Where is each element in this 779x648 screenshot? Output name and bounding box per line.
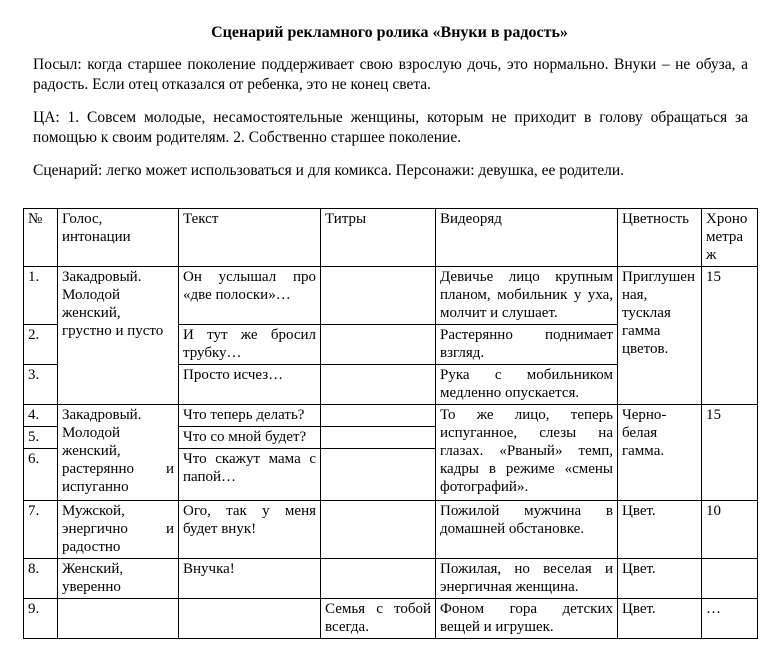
table-row: [24, 559, 758, 599]
cell-voice: Закадровый. Молодой женский, растерянно и испуганно: [58, 405, 179, 501]
cell-timing: [702, 559, 758, 599]
cell-text: [179, 599, 321, 639]
cell-text: Что скажут мама с папой…: [179, 449, 321, 501]
cell-video: Фоном гора детских вещей и игрушек.: [436, 599, 618, 639]
cell-titles: [321, 427, 436, 449]
cell-video: То же лицо, теперь испуганное, слезы на глазах. «Рваный» темп, кадры в режиме «смены фотографий».: [436, 405, 618, 501]
cell-num: 2.: [24, 325, 58, 365]
col-header-color: Цветность: [618, 209, 702, 267]
cell-text: Просто исчез…: [179, 365, 321, 405]
cell-color: Цвет.: [618, 501, 702, 559]
page-title: Сценарий рекламного ролика «Внуки в радость»: [211, 24, 568, 41]
cell-color: Цвет.: [618, 559, 702, 599]
col-header-voice: Голос, интонации: [58, 209, 179, 267]
table-row: [24, 599, 758, 639]
cell-num: 8.: [24, 559, 58, 599]
cell-voice: Закадровый. Молодой женский, грустно и пусто: [58, 267, 179, 405]
col-header-timing: Хронометраж: [702, 209, 758, 267]
cell-video: Растерянно поднимает взгляд.: [436, 325, 618, 365]
cell-timing: …: [702, 599, 758, 639]
cell-video: Пожилой мужчина в домашней обстановке.: [436, 501, 618, 559]
cell-num: 9.: [24, 599, 58, 639]
cell-video: Рука с мобильником медленно опускается.: [436, 365, 618, 405]
cell-titles: [321, 501, 436, 559]
cell-voice: Мужской, энергично и радостно: [58, 501, 179, 559]
paragraph-audience: ЦА: 1. Совсем молодые, несамостоятельные женщины, которым не приходит в голову обращаться за помощью к своим родителям. 2. Собственно старшее поколение.: [33, 109, 748, 146]
cell-num: 1.: [24, 267, 58, 325]
cell-num: 7.: [24, 501, 58, 559]
scenario-table: [23, 208, 758, 639]
cell-text: Что теперь делать?: [179, 405, 321, 427]
col-header-titles: Титры: [321, 209, 436, 267]
cell-text: И тут же бросил трубку…: [179, 325, 321, 365]
cell-voice: [58, 599, 179, 639]
cell-timing: 15: [702, 267, 758, 405]
cell-num: 3.: [24, 365, 58, 405]
paragraph-scenario: Сценарий: легко может использоваться и для комикса. Персонажи: девушка, ее родители.: [33, 162, 625, 179]
table-row: [24, 267, 758, 325]
cell-color: Приглушенная, тусклая гамма цветов.: [618, 267, 702, 405]
col-header-video: Видеоряд: [436, 209, 618, 267]
cell-titles: [321, 405, 436, 427]
cell-titles: Семья с тобой всегда.: [321, 599, 436, 639]
cell-text: Внучка!: [179, 559, 321, 599]
cell-text: Он услышал про «две полоски»…: [179, 267, 321, 325]
col-header-num: №: [24, 209, 58, 267]
cell-num: 4.: [24, 405, 58, 427]
cell-video: Пожилая, но веселая и энергичная женщина.: [436, 559, 618, 599]
table-row: [24, 405, 758, 427]
col-header-text: Текст: [179, 209, 321, 267]
cell-titles: [321, 325, 436, 365]
cell-num: 6.: [24, 449, 58, 501]
cell-video: Девичье лицо крупным планом, мобильник у уха, молчит и слушает.: [436, 267, 618, 325]
cell-text: Ого, так у меня будет внук!: [179, 501, 321, 559]
cell-titles: [321, 449, 436, 501]
cell-titles: [321, 267, 436, 325]
cell-titles: [321, 559, 436, 599]
cell-color: Цвет.: [618, 599, 702, 639]
cell-text: Что со мной будет?: [179, 427, 321, 449]
cell-num: 5.: [24, 427, 58, 449]
table-row: [24, 501, 758, 559]
cell-color: Черно-белая гамма.: [618, 405, 702, 501]
table-header-row: [24, 209, 758, 267]
intro-paragraphs: [33, 55, 748, 181]
cell-voice: Женский, уверенно: [58, 559, 179, 599]
cell-titles: [321, 365, 436, 405]
paragraph-message: Посыл: когда старшее поколение поддерживает свою взрослую дочь, это нормально. Внуки – не обуза, а радость. Если отец отказался от ребенка, это не конец света.: [33, 56, 748, 93]
document-page: [0, 22, 779, 648]
cell-timing: 15: [702, 405, 758, 501]
cell-timing: 10: [702, 501, 758, 559]
